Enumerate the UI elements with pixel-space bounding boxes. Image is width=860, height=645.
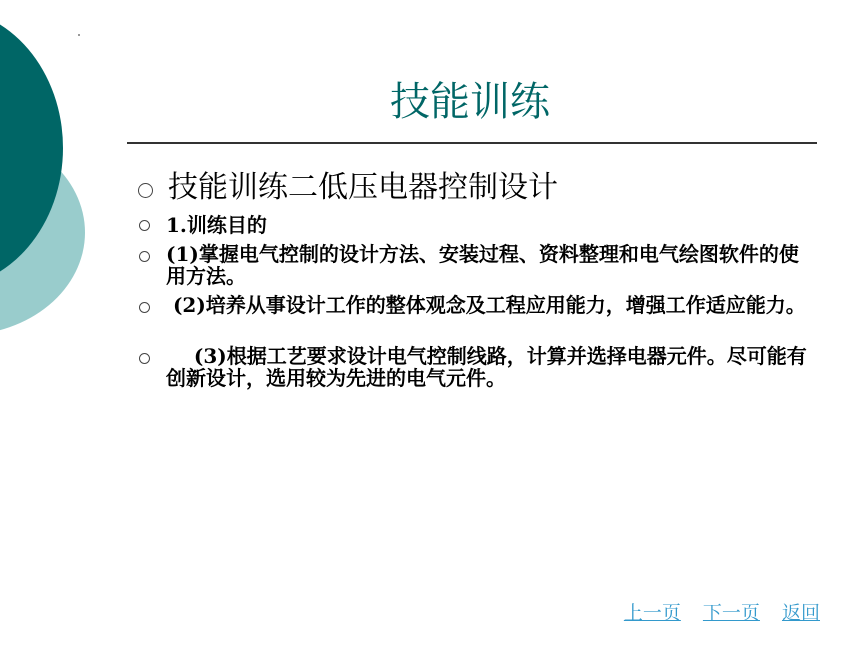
back-link[interactable]: 返回 [781, 602, 820, 624]
bullet-text: 1.训练目的 [166, 213, 267, 237]
bullet-circle-icon [139, 220, 150, 231]
bullet-circle-icon [138, 183, 153, 198]
bullet-text: 技能训练二低压电器控制设计 [168, 170, 558, 205]
slide-title: 技能训练 [390, 79, 550, 125]
bullet-circle-icon [139, 353, 150, 364]
bullet-circle-icon [139, 251, 150, 262]
bullet-text: (3)根据工艺要求设计电气控制线路，计算并选择电器元件。尽可能有创新设计，选用较为先进的电气元件。 [166, 344, 807, 390]
next-page-link[interactable]: 下一页 [702, 602, 760, 624]
prev-page-link[interactable]: 上一页 [623, 602, 681, 624]
bullet-text: (1)掌握电气控制的设计方法、安装过程、资料整理和电气绘图软件的使用方法。 [166, 242, 799, 288]
bullet-circle-icon [139, 302, 150, 313]
slide-navigation [608, 598, 820, 625]
decor-dot [78, 34, 80, 36]
bullet-text: (2)培养从事设计工作的整体观念及工程应用能力，增强工作适应能力。 [166, 293, 806, 317]
title-divider [127, 142, 817, 144]
